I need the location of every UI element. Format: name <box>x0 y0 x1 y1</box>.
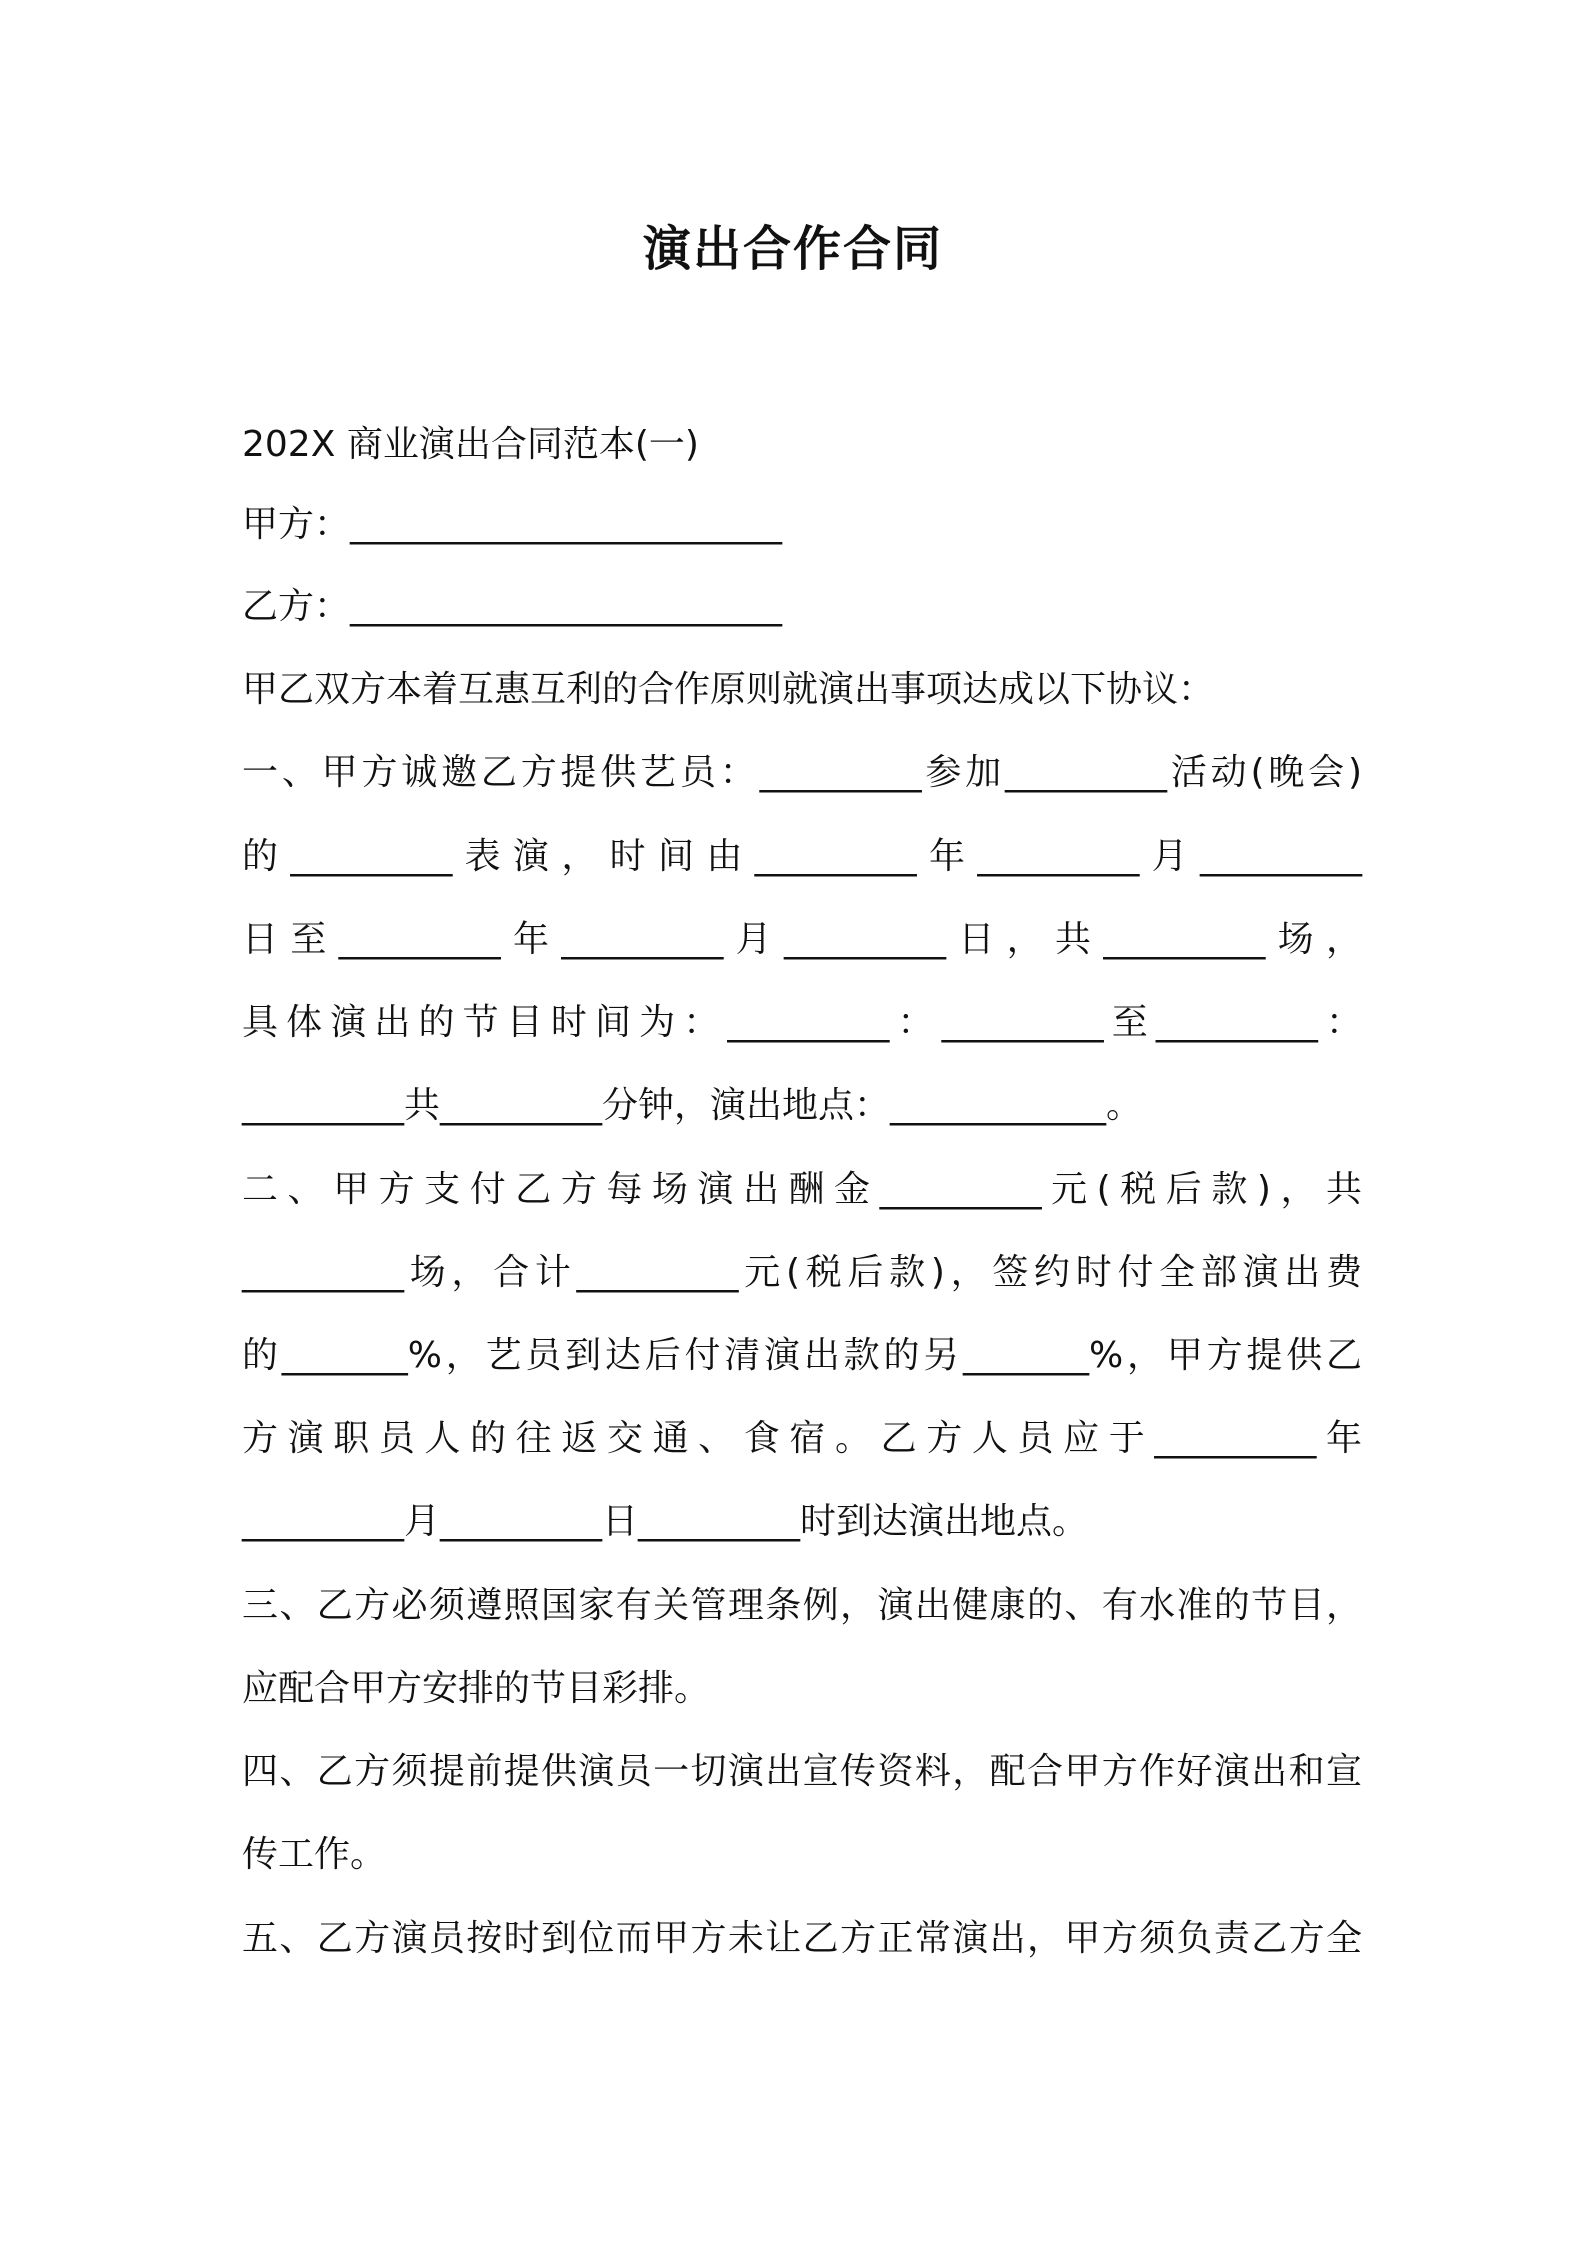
clause-2-line-2: _________场，合计_________元(税后款)，签约时付全部演出费 <box>242 1252 1362 1293</box>
clause-1-line-3: 日至_________年_________月_________日，共_________场， <box>242 919 1362 960</box>
template-subtitle: 202X 商业演出合同范本(一) <box>242 424 699 465</box>
clause-2-line-4: 方演职员人的往返交通、食宿。乙方人员应于_________年 <box>242 1418 1362 1459</box>
party-b-line: 乙方：________________________ <box>242 586 783 627</box>
party-a-line: 甲方：________________________ <box>242 504 783 545</box>
clause-2-line-1: 二、甲方支付乙方每场演出酬金_________元(税后款)，共 <box>242 1169 1362 1210</box>
agreement-intro: 甲乙双方本着互惠互利的合作原则就演出事项达成以下协议： <box>242 669 1215 710</box>
clause-3-line-2: 应配合甲方安排的节目彩排。 <box>242 1668 711 1709</box>
clause-1-line-5: _________共_________分钟，演出地点：____________。 <box>242 1085 1143 1126</box>
clause-4-line-1: 四、乙方须提前提供演员一切演出宣传资料，配合甲方作好演出和宣 <box>242 1751 1362 1792</box>
clause-1-line-1: 一、甲方诚邀乙方提供艺员：_________参加_________活动(晚会) <box>242 752 1362 793</box>
clause-4-line-2: 传工作。 <box>242 1834 387 1875</box>
clause-1-line-2: 的_________表演，时间由_________年_________月_________ <box>242 836 1362 877</box>
clause-5-line-1: 五、乙方演员按时到位而甲方未让乙方正常演出，甲方须负责乙方全 <box>242 1918 1362 1959</box>
document-title: 演出合作合同 <box>642 221 943 277</box>
clause-2-line-3: 的_______%，艺员到达后付清演出款的另_______%，甲方提供乙 <box>242 1335 1362 1376</box>
clause-1-line-4: 具体演出的节目时间为：_________：_________至_________： <box>242 1002 1362 1043</box>
clause-2-line-5: _________月_________日_________时到达演出地点。 <box>242 1501 1089 1542</box>
clause-3-line-1: 三、乙方必须遵照国家有关管理条例，演出健康的、有水准的节目， <box>242 1585 1362 1626</box>
